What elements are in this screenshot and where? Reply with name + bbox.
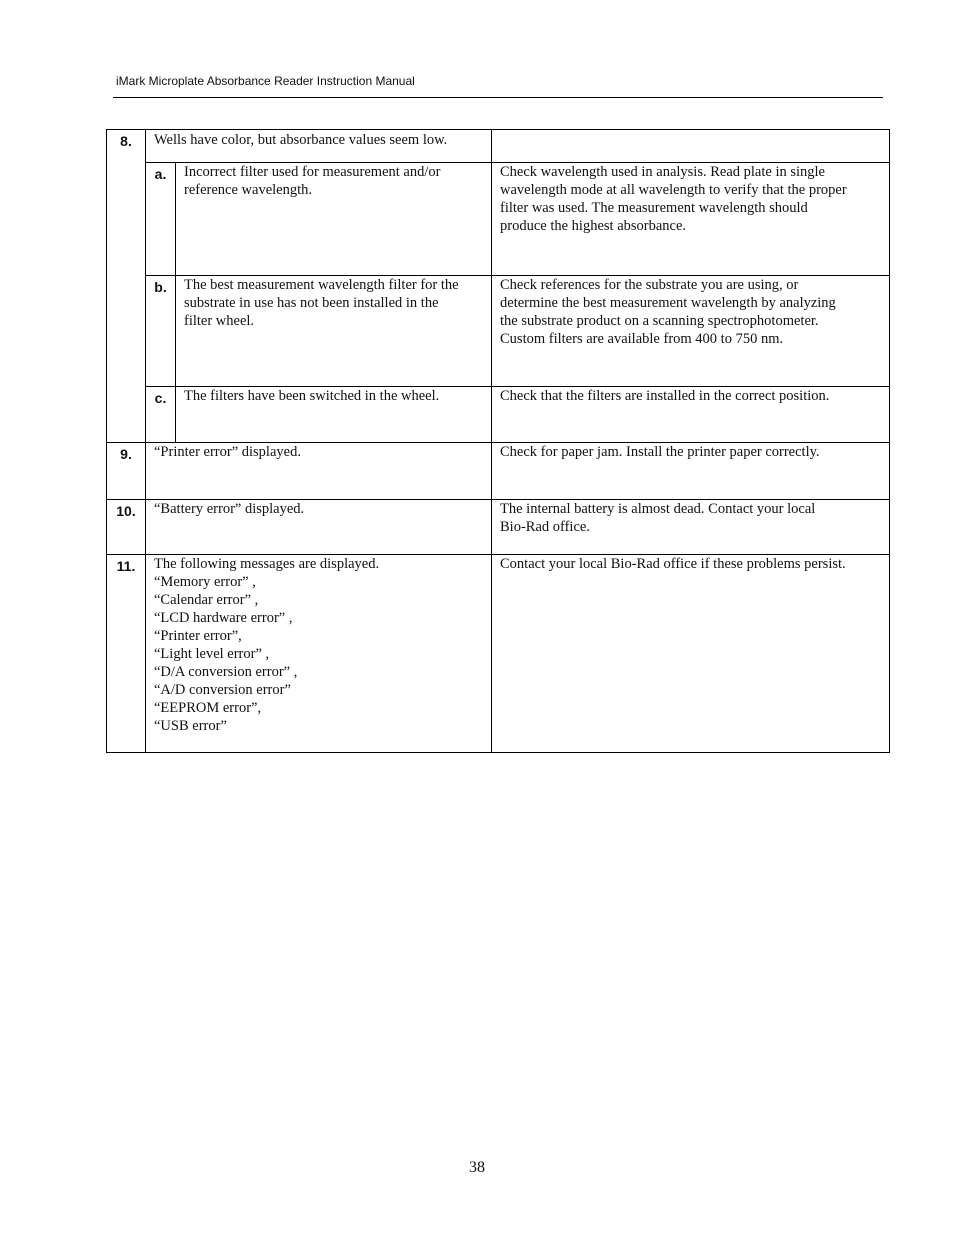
table-row	[107, 276, 890, 387]
header-rule	[113, 97, 883, 98]
message-item: “Memory error” ,	[154, 574, 256, 590]
cause-cell	[176, 163, 492, 276]
sub-item-letter: c.	[146, 387, 176, 443]
message-item: “Printer error”,	[154, 628, 242, 644]
solution-cell	[492, 500, 890, 555]
solution-line: the substrate product on a scanning spectrophotometer.	[500, 313, 819, 329]
table-row	[107, 555, 890, 753]
problem-cell	[146, 500, 492, 555]
message-item: “Calendar error” ,	[154, 592, 259, 608]
row-number: 11.	[107, 555, 146, 753]
row-number: 9.	[107, 443, 146, 500]
solution-cell	[492, 443, 890, 500]
table-row	[107, 443, 890, 500]
solution-line: Check that the filters are installed in the correct position.	[500, 388, 830, 404]
solution-line: Check references for the substrate you are using, or	[500, 277, 799, 293]
problem-text: Wells have color, but absorbance values seem low.	[154, 132, 448, 148]
table-row	[107, 163, 890, 276]
solution-line: Contact your local Bio-Rad office if these problems persist.	[500, 556, 846, 572]
solution-line: The internal battery is almost dead. Contact your local	[500, 501, 816, 517]
cause-line: The filters have been switched in the wheel.	[184, 388, 440, 404]
problem-cell	[146, 130, 492, 163]
problem-text: “Printer error” displayed.	[154, 444, 301, 460]
sub-item-letter: a.	[146, 163, 176, 276]
sub-item-letter: b.	[146, 276, 176, 387]
solution-line: Check wavelength used in analysis. Read plate in single	[500, 164, 825, 180]
row-number: 10.	[107, 500, 146, 555]
cause-line: substrate in use has not been installed in the	[184, 295, 439, 311]
message-item: “D/A conversion error” ,	[154, 664, 298, 680]
solution-cell	[492, 387, 890, 443]
table-row	[107, 387, 890, 443]
table-row	[107, 500, 890, 555]
cause-cell	[176, 276, 492, 387]
message-item: “Light level error” ,	[154, 646, 270, 662]
solution-line: Check for paper jam. Install the printer paper correctly.	[500, 444, 820, 460]
solution-cell	[492, 555, 890, 753]
solution-line: determine the best measurement wavelength by analyzing	[500, 295, 836, 311]
solution-line: Bio-Rad office.	[500, 519, 590, 535]
running-header: iMark Microplate Absorbance Reader Instruction Manual	[116, 74, 415, 88]
solution-cell	[492, 276, 890, 387]
page-number: 38	[469, 1159, 485, 1176]
solution-cell	[492, 163, 890, 276]
solution-line: wavelength mode at all wavelength to verify that the proper	[500, 182, 847, 198]
cause-cell	[176, 387, 492, 443]
row-number: 8.	[107, 130, 146, 443]
solution-line: Custom filters are available from 400 to 750 nm.	[500, 331, 784, 347]
cause-line: filter wheel.	[184, 313, 255, 329]
problem-text: The following messages are displayed.	[154, 556, 380, 572]
message-item: “A/D conversion error”	[154, 682, 291, 698]
solution-cell	[492, 130, 890, 163]
table-row	[107, 130, 890, 163]
cause-line: The best measurement wavelength filter for the	[184, 277, 459, 293]
problem-text: “Battery error” displayed.	[154, 501, 305, 517]
troubleshooting-table	[106, 129, 890, 753]
solution-line: produce the highest absorbance.	[500, 218, 687, 234]
cause-line: reference wavelength.	[184, 182, 313, 198]
message-item: “LCD hardware error” ,	[154, 610, 293, 626]
cause-line: Incorrect filter used for measurement and/or	[184, 164, 441, 180]
message-item: “USB error”	[154, 718, 227, 734]
problem-cell	[146, 555, 492, 753]
message-item: “EEPROM error”,	[154, 700, 262, 716]
problem-cell	[146, 443, 492, 500]
solution-line: filter was used. The measurement wavelength should	[500, 200, 808, 216]
